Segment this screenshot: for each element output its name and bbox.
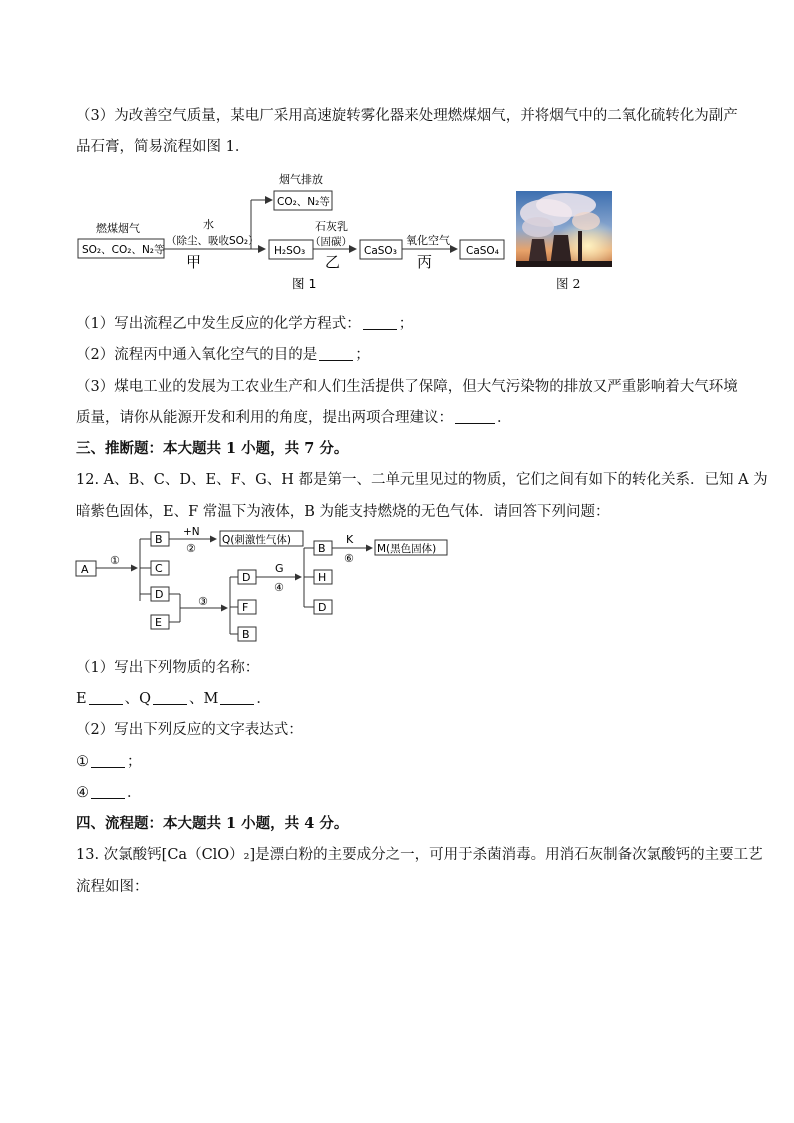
answer-blank[interactable] [91, 753, 125, 768]
power-plant-photo [516, 191, 612, 267]
text-d3: D [318, 601, 327, 614]
answer-blank[interactable] [153, 690, 187, 705]
label-bing: 丙 [417, 253, 433, 271]
q3-intro-line1: （3）为改善空气质量，某电厂采用高速旋转雾化器来处理燃煤烟气，并将烟气中的二氧化硫转化为副产 [76, 108, 738, 124]
label-jia: 甲 [186, 253, 202, 271]
eq4-end: ． [127, 785, 142, 801]
label-g: G [275, 562, 284, 575]
q3-sub3-line2 [76, 406, 512, 427]
section4-heading: 四、流程题：本大题共 1 小题，共 4 分。 [76, 815, 349, 832]
q12-eq1 [76, 750, 142, 771]
text-h: H [318, 571, 327, 584]
q12-eq4 [76, 781, 142, 802]
q3-sub1 [76, 312, 413, 333]
step1-top: 水 [203, 218, 214, 231]
circle-1: ① [110, 554, 120, 567]
q3-sub2 [76, 343, 370, 364]
circle-2: ② [186, 542, 196, 555]
q3-sub1-end: ； [398, 316, 414, 332]
q12-line1: 12. A、B、C、D、E、F、G、H 都是第一、二单元里见过的物质，它们之间有如下的转化关系．已知 A 为 [76, 472, 768, 488]
label-yi: 乙 [325, 253, 341, 271]
flow-diagram-fig1 [70, 168, 520, 293]
answer-blank[interactable] [220, 690, 254, 705]
name-m: 、M [188, 691, 219, 707]
caso4-text: CaSO₄ [466, 245, 499, 257]
circle-6: ⑥ [344, 552, 354, 565]
text-q: Q(刺激性气体) [222, 534, 291, 546]
q3-sub2-text: （2）流程丙中通入氧化空气的目的是 [76, 347, 318, 363]
exhaust-box-text: CO₂、N₂等 [277, 196, 330, 208]
q3-intro-line2: 品石膏，简易流程如图 1． [76, 139, 250, 155]
exhaust-label: 烟气排放 [279, 173, 323, 186]
circle-4: ④ [274, 581, 284, 594]
fig2-caption: 图 2 [556, 276, 581, 291]
text-m: M(黑色固体) [377, 543, 437, 555]
answer-blank[interactable] [455, 409, 495, 424]
q12-names [76, 687, 271, 708]
q12-sub1: （1）写出下列物质的名称： [76, 660, 260, 676]
q12-line2: 暗紫色固体，E、F 常温下为液体，B 为能支持燃烧的无色气体．请回答下列问题： [76, 504, 610, 520]
start-box-text: SO₂、CO₂、N₂等 [82, 244, 165, 256]
label-k: K [346, 533, 354, 546]
name-e: E [76, 691, 87, 707]
circle-3: ③ [198, 595, 208, 608]
q3-sub1-text: （1）写出流程乙中发生反应的化学方程式： [76, 316, 361, 332]
q3-sub2-end: ； [355, 347, 370, 363]
text-d1: D [155, 588, 164, 601]
eq1-label: ① [76, 754, 89, 770]
start-label: 燃煤烟气 [96, 222, 140, 235]
text-a: A [81, 563, 89, 576]
text-b1: B [155, 533, 163, 546]
names-end: ． [256, 691, 271, 707]
answer-blank[interactable] [89, 690, 123, 705]
step2-bottom: （固碳） [310, 236, 352, 248]
answer-blank[interactable] [319, 346, 353, 361]
answer-blank[interactable] [363, 315, 397, 330]
text-b3: B [318, 542, 326, 555]
q3-sub3-line1: （3）煤电工业的发展为工农业生产和人们生活提供了保障，但大气污染物的排放又严重影响着大气环境 [76, 379, 738, 395]
q3-sub3-end: ． [497, 410, 512, 426]
text-c: C [155, 562, 163, 575]
name-q: 、Q [124, 691, 151, 707]
q12-sub2: （2）写出下列反应的文字表达式： [76, 722, 303, 738]
text-e: E [155, 616, 162, 629]
text-b2: B [242, 628, 250, 641]
fig1-caption: 图 1 [292, 276, 317, 291]
answer-blank[interactable] [91, 784, 125, 799]
q3-sub3-text: 质量，请你从能源开发和利用的角度，提出两项合理建议： [76, 410, 453, 426]
plus-n: +N [183, 526, 200, 538]
step1-bottom: （除尘、吸收SO₂） [166, 235, 259, 247]
step2-top: 石灰乳 [315, 220, 348, 233]
text-d2: D [242, 571, 251, 584]
q13-line1: 13. 次氯酸钙[Ca（ClO）₂]是漂白粉的主要成分之一，可用于杀菌消毒。用消石灰制备次氯酸钙的主要工艺 [76, 847, 763, 863]
eq4-label: ④ [76, 785, 89, 801]
eq1-end: ； [127, 754, 142, 770]
caso3-text: CaSO₃ [364, 245, 397, 257]
conversion-diagram [70, 524, 460, 644]
step3-top: 氧化空气 [406, 234, 450, 247]
h2so3-text: H₂SO₃ [274, 245, 306, 257]
text-f: F [242, 601, 249, 614]
section3-heading: 三、推断题：本大题共 1 小题，共 7 分。 [76, 440, 349, 457]
q13-line2: 流程如图： [76, 879, 149, 895]
